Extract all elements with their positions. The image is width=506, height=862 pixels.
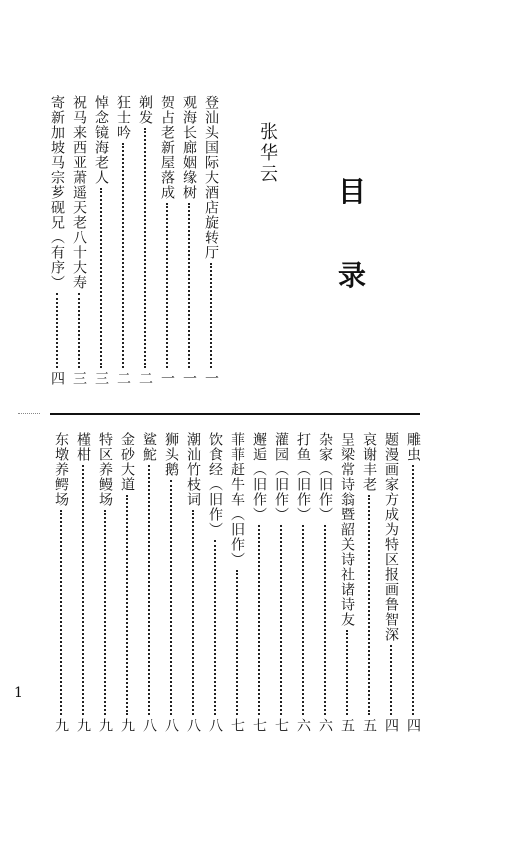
toc-entry — [142, 432, 156, 732]
toc-entry — [204, 95, 218, 385]
toc-entry — [208, 432, 222, 732]
toc-heading-mu: 目 — [338, 175, 367, 208]
toc-entry-title: 邂逅（旧作） — [251, 432, 267, 522]
toc-entry-page: 八 — [185, 718, 201, 732]
toc-entry-title: 祝马来西亚萧遥天老八十大寿 — [71, 95, 87, 290]
toc-entry-title: 潮汕竹枝词 — [185, 432, 201, 507]
toc-entry-page: 八 — [207, 718, 223, 732]
toc-entry — [160, 95, 174, 385]
toc-entry-page: 二 — [115, 371, 131, 385]
dot-leader — [324, 525, 326, 715]
toc-entry-page: 四 — [405, 718, 421, 732]
toc-entry-title: 杂家（旧作） — [317, 432, 333, 522]
toc-entry-title: 槿柑 — [75, 432, 91, 462]
toc-entry — [340, 432, 354, 732]
toc-entry — [182, 95, 196, 385]
toc-entry-title: 呈梁常诗翁暨韶关诗社诸诗友 — [339, 432, 355, 627]
dot-leader — [188, 203, 190, 368]
toc-entry-page: 七 — [229, 718, 245, 732]
toc-entry — [384, 432, 398, 732]
toc-entry-page: 七 — [251, 718, 267, 732]
toc-entry — [318, 432, 332, 732]
dot-leader — [390, 645, 392, 715]
toc-entry — [274, 432, 288, 732]
author-name: 张华云 — [257, 122, 278, 185]
dot-leader — [302, 525, 304, 715]
toc-entry-page: 一 — [159, 371, 175, 385]
dot-leader — [78, 293, 80, 368]
toc-entry-page: 三 — [71, 371, 87, 385]
toc-entry-title: 贺占老新屋落成 — [159, 95, 175, 200]
dot-leader — [126, 495, 128, 715]
dot-leader — [368, 495, 370, 715]
toc-entry-title: 雕虫 — [405, 432, 421, 462]
toc-entry-page: 二 — [137, 371, 153, 385]
dot-leader — [56, 293, 58, 368]
toc-heading-lu: 录 — [338, 259, 367, 292]
toc-entry-title: 饮食经（旧作） — [207, 432, 223, 537]
toc-entry-page: 四 — [383, 718, 399, 732]
toc-entry-page: 九 — [75, 718, 91, 732]
dot-leader — [104, 510, 106, 715]
dot-leader — [82, 465, 84, 715]
toc-entry — [230, 432, 244, 732]
toc-entry — [72, 95, 86, 385]
dot-leader — [236, 570, 238, 715]
toc-entry — [76, 432, 90, 732]
toc-entry-title: 狮头鹅 — [163, 432, 179, 477]
dot-leader — [60, 510, 62, 715]
toc-entry — [98, 432, 112, 732]
toc-entry-page: 一 — [181, 371, 197, 385]
toc-entry-page: 八 — [163, 718, 179, 732]
dot-leader — [166, 203, 168, 368]
toc-entry-title: 哀谢丰老 — [361, 432, 377, 492]
toc-entry-page: 四 — [49, 371, 65, 385]
toc-entry-title: 打鱼（旧作） — [295, 432, 311, 522]
dot-leader — [280, 525, 282, 715]
dot-leader — [214, 540, 216, 715]
page-number: 1 — [14, 685, 23, 701]
toc-entry-page: 九 — [119, 718, 135, 732]
dot-leader — [148, 465, 150, 715]
toc-entry — [94, 95, 108, 385]
toc-entry-page: 八 — [141, 718, 157, 732]
dot-leader — [122, 143, 124, 368]
toc-entry-page: 一 — [203, 371, 219, 385]
toc-entry-page: 九 — [97, 718, 113, 732]
dot-leader — [412, 465, 414, 715]
toc-entry-page: 七 — [273, 718, 289, 732]
toc-entry-page: 五 — [361, 718, 377, 732]
toc-entry-title: 东墩养鳄场 — [53, 432, 69, 507]
toc-entry-title: 特区养鳗场 — [97, 432, 113, 507]
dot-leader — [346, 630, 348, 715]
toc-entry-title: 菲菲赶牛车（旧作） — [229, 432, 245, 567]
toc-entry — [252, 432, 266, 732]
toc-entry — [50, 95, 64, 385]
dot-leader — [192, 510, 194, 715]
toc-entry-title: 题漫画家方成为特区报画鲁智深 — [383, 432, 399, 642]
toc-entry — [120, 432, 134, 732]
toc-entry-title: 寄新加坡马宗芗砚兄（有序） — [49, 95, 65, 290]
section-divider — [50, 413, 420, 415]
toc-entry — [54, 432, 68, 732]
toc-entry-title: 鲨鮀 — [141, 432, 157, 462]
toc-entry — [296, 432, 310, 732]
toc-entry — [406, 432, 420, 732]
toc-entry-title: 观海长廊姻缘树 — [181, 95, 197, 200]
toc-entry-page: 五 — [339, 718, 355, 732]
dot-leader — [144, 128, 146, 368]
toc-entry — [116, 95, 130, 385]
toc-entry-page: 九 — [53, 718, 69, 732]
toc-entry — [138, 95, 152, 385]
dot-leader — [170, 480, 172, 715]
divider-dotted — [18, 413, 40, 414]
toc-entry-title: 悼念镜海老人 — [93, 95, 109, 185]
toc-entry-title: 金砂大道 — [119, 432, 135, 492]
toc-entry-title: 灌园（旧作） — [273, 432, 289, 522]
toc-entry — [164, 432, 178, 732]
dot-leader — [258, 525, 260, 715]
toc-entry-title: 剃发 — [137, 95, 153, 125]
toc-entry-page: 六 — [317, 718, 333, 732]
dot-leader — [100, 188, 102, 368]
toc-entry — [362, 432, 376, 732]
toc-entry-title: 登汕头国际大酒店旋转厅 — [203, 95, 219, 260]
dot-leader — [210, 263, 212, 368]
toc-entry-title: 狂士吟 — [115, 95, 131, 140]
toc-entry-page: 三 — [93, 371, 109, 385]
toc-entry — [186, 432, 200, 732]
toc-entry-page: 六 — [295, 718, 311, 732]
